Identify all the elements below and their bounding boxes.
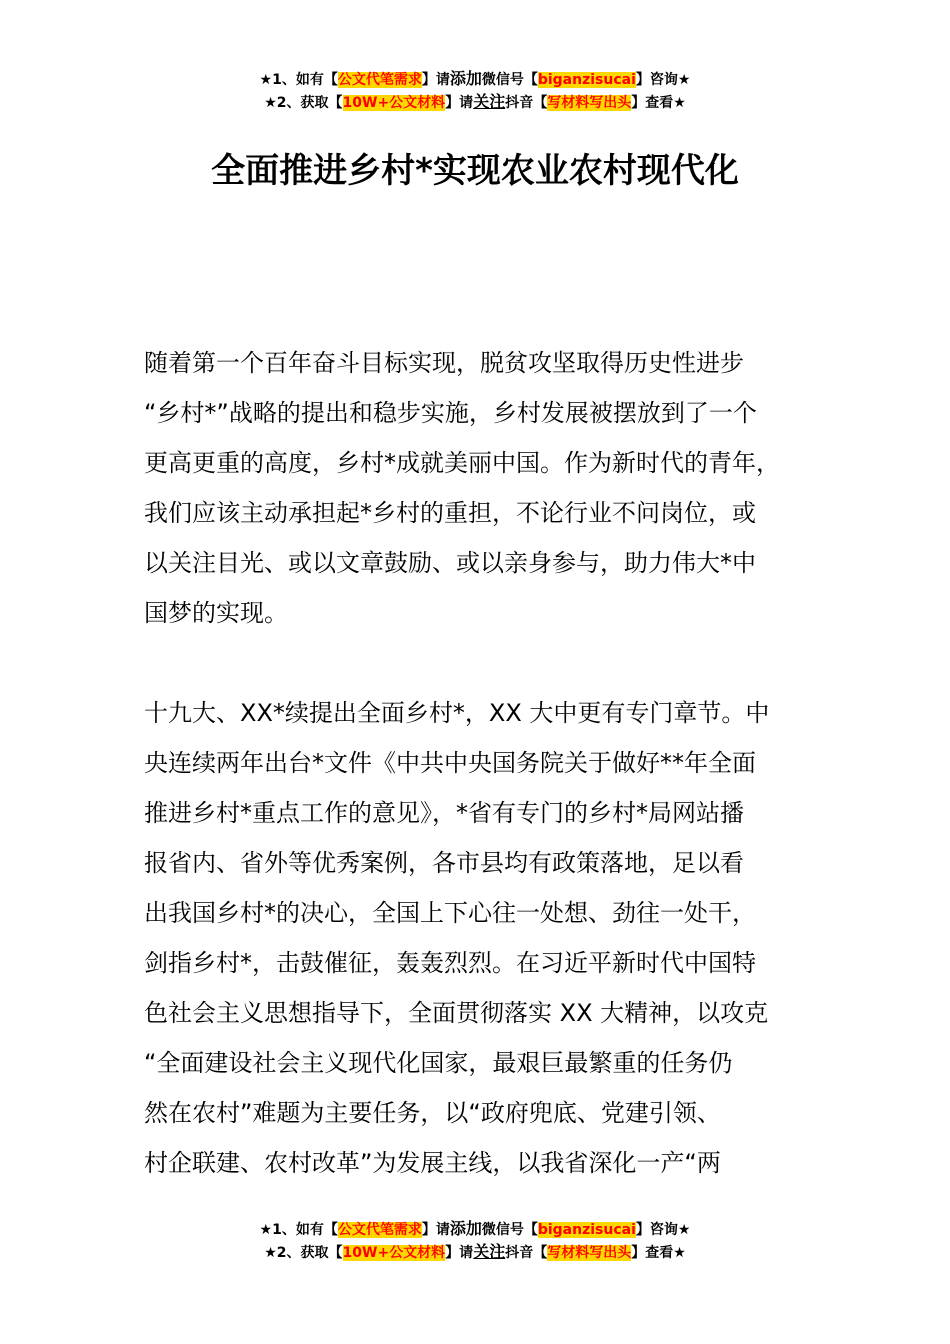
banner-emphasis: 关注 xyxy=(473,1242,506,1261)
banner-text: 抖音【 xyxy=(505,1245,548,1261)
banner-emphasis: 添加 xyxy=(449,69,482,88)
text-line: 村企联建、农村改革”为发展主线，以我省深化一产“两 xyxy=(144,1149,721,1177)
text-line: 十九大、XX*续提出全面乡村*，XX 大中更有专门章节。中 xyxy=(144,699,770,727)
banner-emphasis: 添加 xyxy=(449,1219,482,1238)
banner-highlight: 写材料写出头 xyxy=(547,95,632,111)
banner-text: ★2、获取【 xyxy=(264,95,343,111)
banner-text: 】请 xyxy=(421,72,450,88)
text-line: 以关注目光、或以文章鼓励、或以亲身参与，助力伟大*中 xyxy=(144,549,756,577)
text-line: “乡村*”战略的提出和稳步实施，乡村发展被摆放到了一个 xyxy=(144,399,757,427)
banner-text: 】请 xyxy=(445,1245,474,1261)
banner-emphasis: 关注 xyxy=(473,92,506,111)
text-line: “全面建设社会主义现代化国家，最艰巨最繁重的任务仍 xyxy=(144,1049,733,1077)
text-line: 推进乡村*重点工作的意见》，*省有专门的乡村*局网站播 xyxy=(144,799,744,827)
text-line: 色社会主义思想指导下，全面贯彻落实 XX 大精神，以攻克 xyxy=(144,999,769,1027)
banner-highlight: 公文代笔需求 xyxy=(337,1222,422,1238)
footer-banner xyxy=(0,1218,950,1264)
banner-highlight: biganzisucai xyxy=(537,1222,636,1238)
banner-line-2 xyxy=(0,91,950,114)
banner-line-1 xyxy=(0,1218,950,1241)
banner-text: ★1、如有【 xyxy=(259,72,338,88)
paragraph-2 xyxy=(144,688,830,1188)
banner-highlight: 10W+公文材料 xyxy=(342,1245,446,1261)
banner-text: 】请 xyxy=(421,1222,450,1238)
text-line: 随着第一个百年奋斗目标实现，脱贫攻坚取得历史性进步 xyxy=(144,349,744,377)
banner-text: 微信号【 xyxy=(481,1222,538,1238)
header-banner xyxy=(0,68,950,114)
text-line: 剑指乡村*，击鼓催征，轰轰烈烈。在习近平新时代中国特 xyxy=(144,949,756,977)
text-line: 我们应该主动承担起*乡村的重担，不论行业不问岗位，或 xyxy=(144,499,756,527)
banner-highlight: 公文代笔需求 xyxy=(337,72,422,88)
banner-text: 】咨询★ xyxy=(635,72,691,88)
banner-text: 】查看★ xyxy=(631,95,686,111)
text-line: 报省内、省外等优秀案例，各市县均有政策落地，足以看 xyxy=(144,849,744,877)
banner-text: ★2、获取【 xyxy=(264,1245,343,1261)
banner-line-2 xyxy=(0,1241,950,1264)
text-line: 央连续两年出台*文件《中共中央国务院关于做好**年全面 xyxy=(144,749,756,777)
banner-text: 】请 xyxy=(445,95,474,111)
banner-text: ★1、如有【 xyxy=(259,1222,338,1238)
banner-text: 微信号【 xyxy=(481,72,538,88)
document-title: 全面推进乡村*实现农业农村现代化 xyxy=(211,151,739,191)
text-line: 然在农村”难题为主要任务，以“政府兜底、党建引领、 xyxy=(144,1099,721,1127)
text-line: 国梦的实现。 xyxy=(144,599,288,627)
paragraph-1 xyxy=(144,338,830,638)
text-line: 更高更重的高度，乡村*成就美丽中国。作为新时代的青年， xyxy=(144,449,780,477)
banner-text: 】咨询★ xyxy=(635,1222,691,1238)
text-line: 出我国乡村*的决心，全国上下心往一处想、劲往一处干， xyxy=(144,899,756,927)
banner-highlight: 10W+公文材料 xyxy=(342,95,446,111)
banner-text: 抖音【 xyxy=(505,95,548,111)
banner-highlight: 写材料写出头 xyxy=(547,1245,632,1261)
banner-text: 】查看★ xyxy=(631,1245,686,1261)
banner-line-1 xyxy=(0,68,950,91)
banner-highlight: biganzisucai xyxy=(537,72,636,88)
